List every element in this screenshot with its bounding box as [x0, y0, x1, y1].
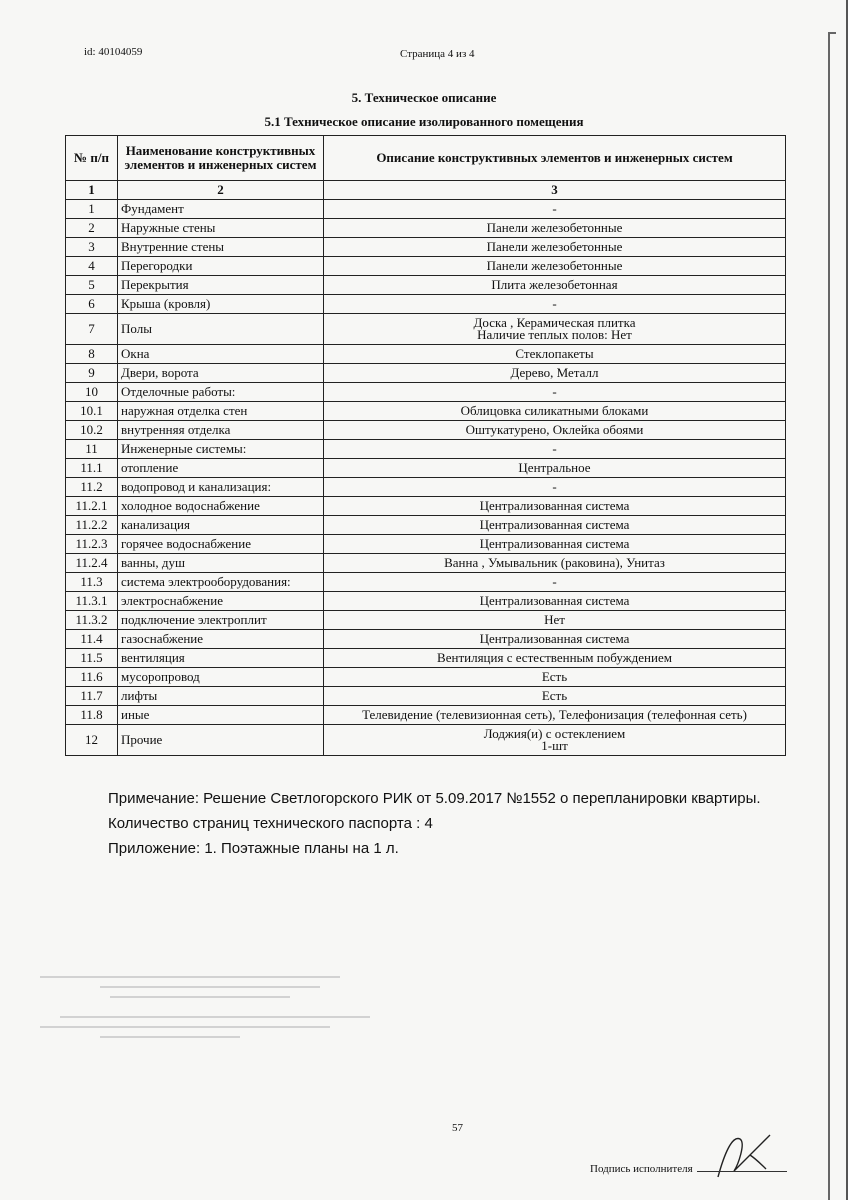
- description-line: Нет: [544, 612, 565, 627]
- technical-description-table: [65, 135, 786, 756]
- column-header-element-name: Наименование конструктивных элементов и инженерных систем: [118, 136, 324, 181]
- table-row: [66, 440, 786, 459]
- page-edge: [828, 32, 836, 1200]
- row-number: 11.1: [66, 459, 118, 478]
- table-row: [66, 478, 786, 497]
- signature-line: [697, 1171, 787, 1172]
- row-number: 7: [66, 314, 118, 345]
- notes-block: [108, 790, 761, 865]
- element-name: система электрооборудования:: [118, 573, 324, 592]
- description-line: -: [552, 574, 557, 589]
- column-number: 3: [324, 181, 786, 200]
- description-line: Дерево, Металл: [510, 365, 599, 380]
- element-description: [324, 478, 786, 497]
- element-description: [324, 345, 786, 364]
- element-name: внутренняя отделка: [118, 421, 324, 440]
- description-line: -: [552, 441, 557, 456]
- row-number: 11.4: [66, 630, 118, 649]
- table-row: [66, 668, 786, 687]
- table-row: [66, 573, 786, 592]
- description-line: Централизованная система: [479, 517, 630, 532]
- description-line: Панели железобетонные: [486, 239, 623, 254]
- element-name: вентиляция: [118, 649, 324, 668]
- element-name: холодное водоснабжение: [118, 497, 324, 516]
- element-description: [324, 706, 786, 725]
- description-line: Оштукатурено, Оклейка обоями: [465, 422, 644, 437]
- description-line: Есть: [541, 669, 568, 684]
- row-number: 11.3: [66, 573, 118, 592]
- row-number: 11.7: [66, 687, 118, 706]
- row-number: 9: [66, 364, 118, 383]
- faded-stamp-text: [40, 968, 380, 1088]
- element-description: [324, 276, 786, 295]
- description-line: Телевидение (телевизионная сеть), Телефонизация (телефонная сеть): [362, 707, 747, 722]
- remark-note: Примечание: Решение Светлогорского РИК от 5.09.2017 №1552 о перепланировки квартиры.: [108, 790, 761, 807]
- row-number: 6: [66, 295, 118, 314]
- element-description: [324, 611, 786, 630]
- element-name: Двери, ворота: [118, 364, 324, 383]
- subsection-title: 5.1 Техническое описание изолированного помещения: [264, 114, 584, 129]
- row-number: 4: [66, 257, 118, 276]
- table-row: [66, 383, 786, 402]
- element-description: [324, 459, 786, 478]
- row-number: 5: [66, 276, 118, 295]
- element-name: подключение электроплит: [118, 611, 324, 630]
- element-description: [324, 421, 786, 440]
- element-description: [324, 687, 786, 706]
- description-line: Панели железобетонные: [486, 258, 623, 273]
- table-row: [66, 706, 786, 725]
- element-description: [324, 383, 786, 402]
- row-number: 3: [66, 238, 118, 257]
- row-number: 11.5: [66, 649, 118, 668]
- description-line: Централизованная система: [479, 593, 630, 608]
- row-number: 11.3.1: [66, 592, 118, 611]
- element-name: Перегородки: [118, 257, 324, 276]
- description-line: Доска , Керамическая плитка: [473, 315, 636, 330]
- signature-scribble: [710, 1125, 780, 1185]
- table-row: [66, 554, 786, 573]
- description-line: Централизованная система: [479, 498, 630, 513]
- table-row: [66, 219, 786, 238]
- row-number: 11: [66, 440, 118, 459]
- element-name: мусоропровод: [118, 668, 324, 687]
- table-row: [66, 611, 786, 630]
- column-header-description: Описание конструктивных элементов и инженерных систем: [324, 136, 786, 181]
- row-number: 10.2: [66, 421, 118, 440]
- column-number: 2: [118, 181, 324, 200]
- row-number: 11.2.4: [66, 554, 118, 573]
- element-description: [324, 440, 786, 459]
- description-line: -: [552, 296, 557, 311]
- row-number: 11.2.1: [66, 497, 118, 516]
- table-row: [66, 649, 786, 668]
- column-header-number: № п/п: [66, 136, 118, 181]
- element-name: Перекрытия: [118, 276, 324, 295]
- element-description: [324, 535, 786, 554]
- table-row: [66, 345, 786, 364]
- row-number: 11.3.2: [66, 611, 118, 630]
- description-line: Централизованная система: [479, 536, 630, 551]
- row-number: 11.8: [66, 706, 118, 725]
- table-row: [66, 516, 786, 535]
- description-line: Панели железобетонные: [486, 220, 623, 235]
- description-line: Плита железобетонная: [491, 277, 618, 292]
- sheet-number: 57: [452, 1122, 463, 1134]
- element-description: [324, 219, 786, 238]
- element-name: Наружные стены: [118, 219, 324, 238]
- table-row: [66, 421, 786, 440]
- element-description: [324, 516, 786, 535]
- table-row: [66, 592, 786, 611]
- element-name: канализация: [118, 516, 324, 535]
- column-number-row: [66, 181, 786, 200]
- row-number: 1: [66, 200, 118, 219]
- element-name: газоснабжение: [118, 630, 324, 649]
- row-number: 11.6: [66, 668, 118, 687]
- element-name: наружная отделка стен: [118, 402, 324, 421]
- element-description: [324, 497, 786, 516]
- table-row: [66, 630, 786, 649]
- table-row: [66, 276, 786, 295]
- element-description: [324, 630, 786, 649]
- element-name: Фундамент: [118, 200, 324, 219]
- attachment-note: Приложение: 1. Поэтажные планы на 1 л.: [108, 840, 399, 857]
- description-line: Лоджия(и) с остеклением: [483, 726, 626, 741]
- description-line-2: Наличие теплых полов: Нет: [477, 327, 632, 342]
- column-number: 1: [66, 181, 118, 200]
- element-name: водопровод и канализация:: [118, 478, 324, 497]
- description-line: Есть: [541, 688, 568, 703]
- element-name: Окна: [118, 345, 324, 364]
- element-description: [324, 592, 786, 611]
- signature-field: [590, 1163, 787, 1175]
- table-row: [66, 459, 786, 478]
- row-number: 2: [66, 219, 118, 238]
- document-id: id: 40104059: [84, 46, 143, 58]
- element-description: [324, 554, 786, 573]
- description-line: -: [552, 479, 557, 494]
- table-row: [66, 497, 786, 516]
- row-number: 12: [66, 725, 118, 756]
- signature-label: Подпись исполнителя: [590, 1163, 693, 1175]
- row-number: 11.2.3: [66, 535, 118, 554]
- description-line: Центральное: [518, 460, 591, 475]
- description-line: Стеклопакеты: [515, 346, 594, 361]
- element-name: горячее водоснабжение: [118, 535, 324, 554]
- row-number: 10: [66, 383, 118, 402]
- element-name: отопление: [118, 459, 324, 478]
- element-name: лифты: [118, 687, 324, 706]
- element-description: [324, 200, 786, 219]
- section-title: 5. Техническое описание: [351, 90, 497, 105]
- table-header-row: [66, 136, 786, 181]
- table-row: [66, 725, 786, 756]
- element-description: [324, 364, 786, 383]
- element-name: Прочие: [118, 725, 324, 756]
- table-row: [66, 257, 786, 276]
- description-line-2: 1-шт: [541, 738, 568, 753]
- description-line: -: [552, 384, 557, 399]
- element-description: [324, 725, 786, 756]
- page-count-note: Количество страниц технического паспорта : 4: [108, 815, 433, 832]
- table-row: [66, 295, 786, 314]
- element-name: Крыша (кровля): [118, 295, 324, 314]
- description-line: Централизованная система: [479, 631, 630, 646]
- table-row: [66, 535, 786, 554]
- table-row: [66, 314, 786, 345]
- element-description: [324, 573, 786, 592]
- element-name: Внутренние стены: [118, 238, 324, 257]
- element-name: Полы: [118, 314, 324, 345]
- element-name: иные: [118, 706, 324, 725]
- element-description: [324, 668, 786, 687]
- row-number: 10.1: [66, 402, 118, 421]
- table-row: [66, 364, 786, 383]
- description-line: Ванна , Умывальник (раковина), Унитаз: [444, 555, 665, 570]
- table-row: [66, 238, 786, 257]
- element-name: электроснабжение: [118, 592, 324, 611]
- table-row: [66, 687, 786, 706]
- element-name: ванны, душ: [118, 554, 324, 573]
- row-number: 11.2: [66, 478, 118, 497]
- element-description: [324, 295, 786, 314]
- page-number: Страница 4 из 4: [400, 48, 475, 60]
- row-number: 8: [66, 345, 118, 364]
- element-name: Инженерные системы:: [118, 440, 324, 459]
- description-line: Облицовка силикатными блоками: [460, 403, 649, 418]
- element-description: [324, 402, 786, 421]
- element-name: Отделочные работы:: [118, 383, 324, 402]
- element-description: [324, 238, 786, 257]
- description-line: Вентиляция с естественным побуждением: [437, 650, 672, 665]
- element-description: [324, 649, 786, 668]
- description-line: -: [552, 201, 557, 216]
- element-description: [324, 314, 786, 345]
- table-row: [66, 200, 786, 219]
- element-description: [324, 257, 786, 276]
- table-row: [66, 402, 786, 421]
- row-number: 11.2.2: [66, 516, 118, 535]
